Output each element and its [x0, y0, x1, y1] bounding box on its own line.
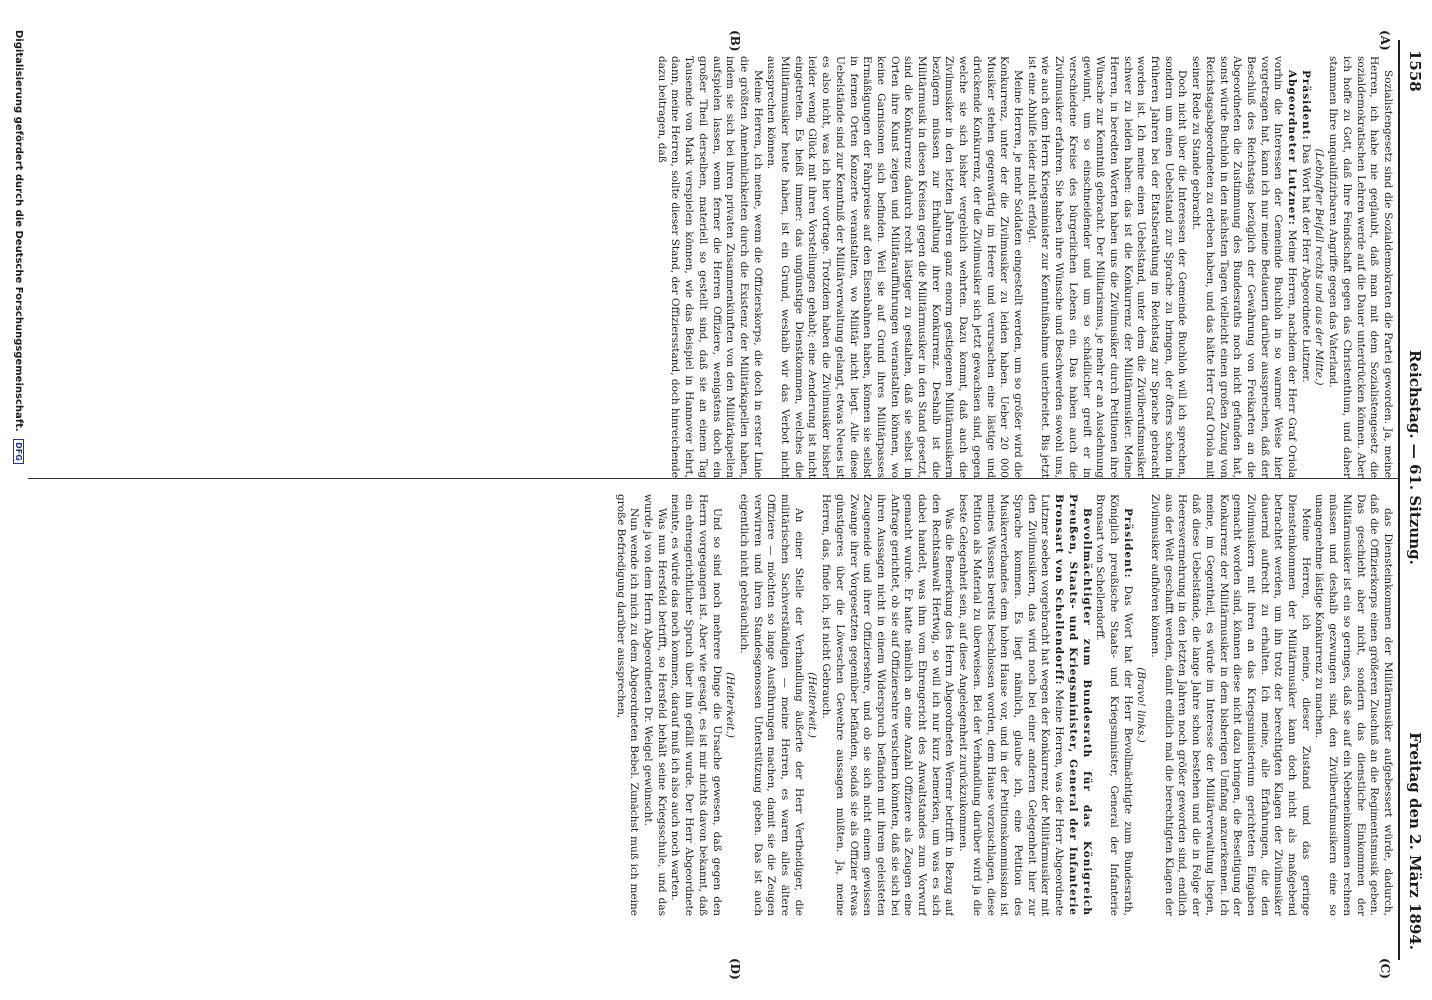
header-rule	[1398, 40, 1400, 960]
margin-marker-d: (D)	[728, 958, 742, 980]
paragraph-text: An einer Stelle der Verhandlung äußerte der Herr Vertheidiger, die militärischen Sachverständigen — meine Herren, es waren alles ältere Offiziere — möchten so lange Ausführungen machen, damit sie die Zeugen verwirren und ihren Standesgenossen Unterstützung geben. Das ist auch eigentlich nicht gebräuchlich.	[737, 494, 805, 916]
paragraph-text: (Bravo! links.)	[1135, 667, 1148, 743]
margin-marker-b: (B)	[728, 30, 742, 52]
right-paragraph	[736, 494, 805, 916]
right-paragraph	[818, 494, 955, 916]
page-footer	[13, 30, 24, 970]
paragraph-text: Meine Herren, je mehr Soldaten eingestellt werden, um so größer wird die Konkurrenz, unter der die Zivilmusiker zu leiden haben. Ueber 20 000 Musiker stehen gegenwärtig im Heere und verursachen eine lästige und drückende Konkurrenz, der die Zivilmusiker sich jetzt gewachsen sind, gegen welche sie sich bisher vergeblich wehrten. Dazu kommt, daß auch die Zivilmusiker in den letzten Jahren ganz enorm gestiegenen Militärmusikern bezügern müssen zur Erhaltung ihrer Konkurrenz. Deshalb ist die Militärmusik in diesen Kreisen gegen die Militärmusiker in den Stand gesetzt, sind die Konkurrenz dadurch recht lästiger zu gestalten, daß sie selbst in Orten ihre Kunst zeigen und Militäraufführungen veranstalten können, wo keine Garnisonen sich befinden. Weil sie auf Grund ihres Militärpasses Ermäßigungen der Fahrpreise auf den Eisenbahnen haben, können sie selbst in fernen Orten Konzerte veranstalten, wo Militär nicht liegt. Alle diese Uebelstände sind zur Kenntniß der Militärverwaltung gelangt, etwas Neues ist es also nicht, was ich hier vortrage. Trotzdem haben die Zivilmusiker bisher leider wenig Glück mit ihren Vorstellungen gehabt; eine Aenderung ist nicht eingetreten. Es heißt immer: das ungünstige Dienstkommen, welches die Militärmusiker heute haben, ist ein Grund, weshalb wir das Verbot nicht aussprechen können.	[765, 56, 1025, 478]
paragraph-text: das Diensteinkommen der Militärmusiker aufgebessert würde, dadurch, daß die Offizierkorps einen größeren Zuschuß an die Regimentsmusik geben. Das geschieht aber nicht, sondern das dienstliche Einkommen der Militärmusiker ist ein so geringes, daß sie auf ein Nebeneinkommen rechnen müssen und deshalb gezwungen sind, den Zivilberufsmusikern eine so unangenehme lästige Konkurrenz zu machen.	[1313, 494, 1394, 916]
paragraph-text: Was nun Hersfeld betrifft, so Hersfeld behält seine Kriegsschule, und das wurde ja von dem Herrn Abgeordneten Dr. Weigel gewünscht.	[642, 494, 668, 916]
left-paragraph	[1325, 56, 1394, 478]
right-paragraph	[723, 494, 737, 916]
margin-marker-a: (A)	[1378, 30, 1392, 51]
page-title: Reichstag. — 61. Sitzung.	[1406, 350, 1424, 565]
page-header	[1400, 50, 1426, 950]
paragraph-text: (Heiterkeit.)	[806, 672, 819, 738]
dfg-logo: DFG	[13, 439, 24, 464]
paragraph-text: Meine Herren, was der Herr Abgeordnete Lutzner soeben vorgebracht hat wegen der Konkurrenz der Militärmusiker mit den Zivilmusikern, das wird noch bei einer anderen Gelegenheit hier zur Sprache kommen. Es liegt nämlich, glaube ich, eine Petition des Musikerverbandes dem hohen Hause vor, und in der Petitionskommission ist meines Wissens bereits beschlossen worden, dem Hause vorzuschlagen, diese Petition als Material zu überweisen. Bei der Verhandlung darüber wird ja die beste Gelegenheit sein, auf diese Angelegenheit zurückzukommen.	[957, 494, 1066, 916]
right-paragraph	[1147, 494, 1311, 916]
paragraph-text: Meine Herren, ich meine, dieser Zustand und das geringe Diensteinkommen der Militärmusiker kann doch nicht als maßgebend betrachtet werden, um ihn trotz der berechtigten Klagen der Zivilmusiker dauernd aufrecht zu erhalten. Ich meine, alle Erfahrungen, die den Zivilmusikern mit ihren an das Kriegsministerium gerichteten Eingaben gemacht worden sind, können diese nicht dazu bringen, die Beseitigung der Konkurrenz der Militärmusiker in dem bisherigen Umfang anzuerkennen. Ich meine, im Gegentheil, es würde im Interesse der Militärverwaltung liegen, daß diese Uebelstände, die lange Jahre schon bestehen und die in Folge der Heeresvermehrung in den letzten Jahren noch größer geworden sind, endlich aus der Welt geschafft werden, damit endlich mal die berechtigten Klagen der Zivilmusiker aufhören können.	[1149, 494, 1312, 916]
paragraph-text: (Lebhafter Beifall rechts und aus der Mitte.)	[1313, 148, 1326, 386]
column-divider	[28, 478, 1398, 479]
right-paragraph	[805, 494, 819, 916]
speaker-name: Präsident:	[1299, 70, 1312, 141]
margin-marker-c: (C)	[1378, 958, 1392, 979]
footer-credit: Digitalisierung gefördert durch die Deutsche Forschungsgemeinschaft.	[13, 30, 24, 432]
left-paragraph	[654, 56, 764, 478]
right-paragraph	[640, 494, 667, 916]
paragraph-text: Was die Bemerkung des Herrn Abgeordneten Werner betrifft in Bezug auf den Rechtsanwalt Hertwig, so will ich nur kurz bemerken, um was es sich dabei handelt, was ihm vom Ehrengericht des Anwaltstandes zum Vorwurf gemacht wurde. Er hatte nämlich an eine Anzahl Offiziere als Zeugen eine Anfrage gerichtet, ob sie auf Offiziersehre versichern könnten, daß sie sich bei ihren Aussagen nicht in einem Widerspruch befänden mit ihrem geleisteten Zeugeneide und ihrer Offiziersehre, und ob sie sich nicht einem gewissen Zwange ihrer Vorgesetzten gegenüber befänden, sodaß sie als Offizier etwas günstigeres über die Löweschen Gewehre aussagen müßten. Ja, meine Herren, das, finde ich, ist nicht Gebrauch.	[820, 494, 956, 916]
right-paragraph	[1312, 494, 1394, 916]
right-paragraph	[1093, 494, 1134, 916]
left-paragraph	[1188, 56, 1298, 478]
right-column	[44, 494, 1394, 916]
left-paragraph	[764, 56, 1024, 478]
paragraph-text: Doch nicht über die Interessen der Gemeinde Buchloh will ich sprechen, sondern um einen Uebelstand zur Sprache zu bringen, der öfters schon in früheren Jahren bei der Etatsberathung im Reichstag zur Sprache gebracht worden ist. Ich meine einen Uebelstand, unter dem die Zivilberufsmusiker schwer zu leiden haben: das ist die Konkurrenz der Militärmusiker. Meine Herren, in beredten Worten haben uns die Zivilmusiker durch Petitionen ihre Wünsche zur Kenntniß gebracht. Der Militarismus, je mehr er an Ausdehnung gewinnt, um so einschneidender und um so schädlicher greift er in verschiedene Kreise des bürgerlichen Lebens ein. Das haben auch die Zivilmusiker erfahren. Sie haben ihre Wünsche und Beschwerden sowohl uns, wie auch dem Herrn Kriegsminister zur Kenntnißnahme unterbreitet. Bis jetzt ist eine Abhilfe leider nicht erfolgt.	[1025, 56, 1189, 478]
paragraph-text: Nun wende ich mich zu dem Abgeordneten Bebel. Zunächst muß ich meine große Befriedigung darüber aussprechen,	[614, 494, 641, 916]
speaker-name: Präsident:	[1121, 508, 1134, 579]
paragraph-text: Meine Herren, nachdem der Herr Graf Oriola vorhin die Interessen der Gemeinde Buchloh in so warmer Weise hier vorgetragen hat, kann ich nur meine Bedauern darüber aussprechen, daß der Beschluß des Reichstags bezüglich der Gewährung von Freikarten an die Abgeordneten die Zustimmung des Bundesraths noch nicht gefunden hat, sonst würde Buchloh in den nächsten Tagen vielleicht einen großen Zuzug von Reichstagsabgeordneten zu erleben haben, und das hätte Herr Graf Oriola mit seiner Rede zu Stande gebracht.	[1190, 56, 1299, 478]
left-paragraph	[1024, 56, 1188, 478]
right-paragraph	[668, 494, 723, 916]
paragraph-text: Meine Herren, ich meine, wenn die Offizierskorps, die doch in erster Linie die größten Annehmlichkeiten durch die Existenz der Militärkapellen haben, indem sie sich bei ihren privaten Zusammenkünften von den Militärkapellen aufspielen lassen, wenn ferner die Herren Offiziere, wenigstens doch ein großer Theil derselben, materiell so gestellt sind, daß sie an einem Tag Tausende von Mark verspielen können, wie das Beispiel in Hannover lehrt, dann, meine Herren, sollte dieser Stand, der Offiziersstand, doch hinreichende dazu beitragen, daß	[655, 56, 764, 478]
paragraph-text: Das Wort hat der Herr Bevollmächtigte zum Bundesrath, Königlich preußische Staats- und Kriegsminister, General der Infanterie Bronsart von Schellendorff.	[1094, 494, 1134, 916]
paragraph-text: Sozialistengesetz sind die Sozialdemokraten die Partei geworden. Ja, meine Herren, ich habe nie geglaubt, daß man mit dem Sozialistengesetz die sozialdemokratischen Lehren werde auf die Dauer unterdrücken können. Aber ich hoffe zu Gott, daß Ihre Feindschaft gegen das Christenthum, und daher stammen Ihre unqualifizirbaren Angriffe gegen das Vaterland.	[1327, 56, 1394, 478]
left-paragraph	[1312, 56, 1326, 478]
paragraph-text: (Heiterkeit.)	[724, 672, 737, 738]
speaker-name: Bevollmächtigter zum Bundesrath für das Königreich Preußen, Staats- und Kriegsminister, General der Infanterie Bronsart von Schellendorff:	[1053, 494, 1093, 916]
right-paragraph	[956, 494, 1093, 916]
right-paragraph	[613, 494, 640, 916]
speaker-name: Abgeordneter Lutzner:	[1286, 70, 1299, 226]
page-number: 1558	[1406, 50, 1424, 92]
right-paragraph	[1134, 494, 1148, 916]
paragraph-text: Und so sind noch mehrere Dinge die Ursache gewesen, daß gegen den Herrn vorgegangen ist. Aber wie gesagt, es ist mir nichts davon bekannt, daß ein ehrengerichtlicher Spruch über ihn gefällt wurde. Der Herr Abgeordnete meinte, es würde das noch kommen, darauf muß ich also auch noch warten.	[669, 494, 723, 916]
left-paragraph	[1298, 56, 1312, 478]
paragraph-text: Das Wort hat der Herr Abgeordnete Lutzner.	[1299, 140, 1312, 383]
left-column	[44, 56, 1394, 478]
page-date: Freitag den 2. März 1894.	[1406, 732, 1424, 950]
